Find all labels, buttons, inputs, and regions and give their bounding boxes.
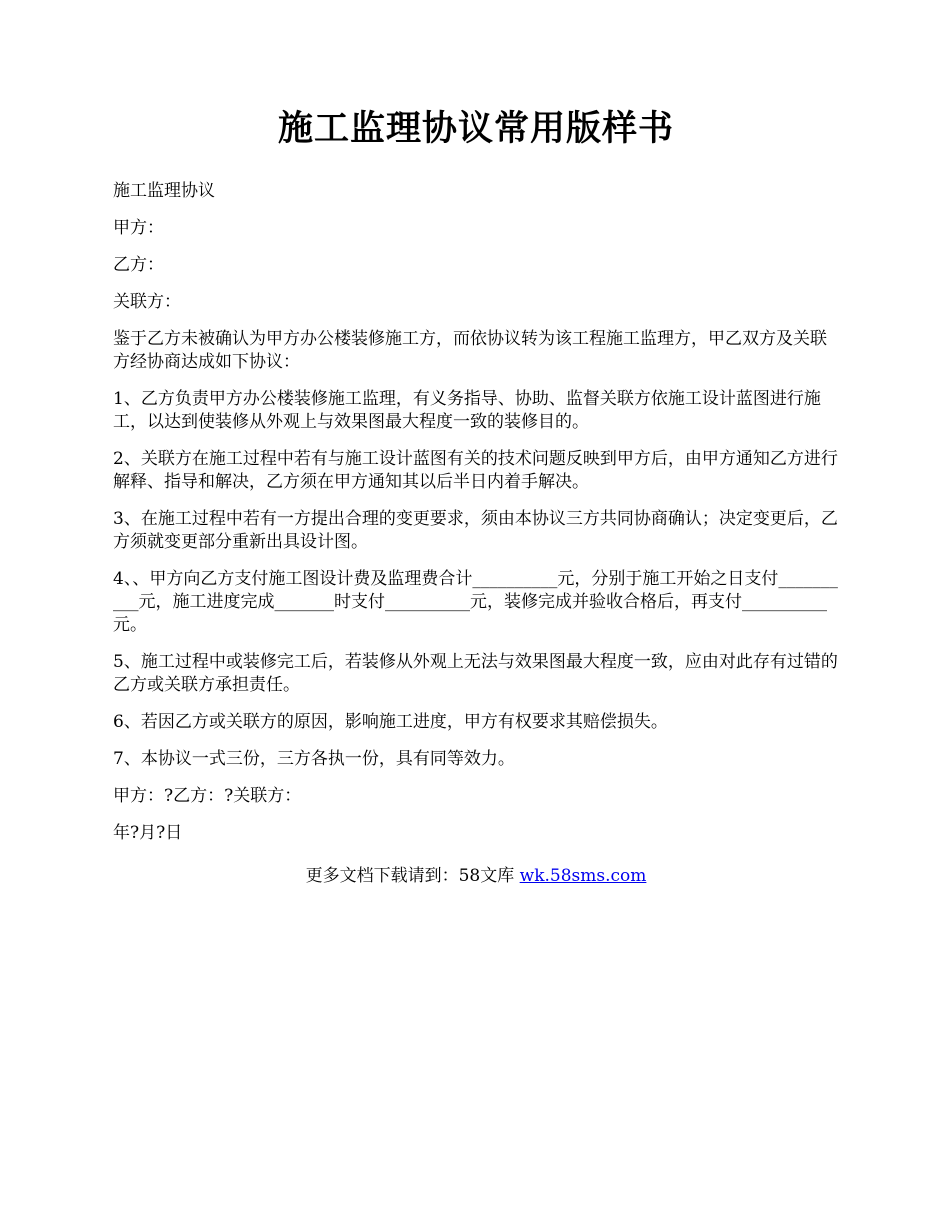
download-footer xyxy=(113,865,839,888)
clause-7: 7、本协议一式三份，三方各执一份，具有同等效力。 xyxy=(113,749,515,769)
party-b-line: 乙方： xyxy=(113,255,164,275)
signature-line: 甲方：?乙方：?关联方： xyxy=(113,786,302,806)
date-line: 年?月?日 xyxy=(113,823,183,843)
footer-text: 更多文档下载请到：58文库 xyxy=(305,866,520,886)
agreement-heading: 施工监理协议 xyxy=(113,181,215,201)
clause-5: 5、施工过程中或装修完工后，若装修从外观上无法与效果图最大程度一致，应由对此存有过错的乙方或关联方承担责任。 xyxy=(113,652,838,695)
clause-4: 4、、甲方向乙方支付施工图设计费及监理费合计__________元，分别于施工开始之日支付__________元，施工进度完成_______时支付__________元，装修完成并验收合格后，再支付__________元。 xyxy=(113,569,838,635)
party-a-line: 甲方： xyxy=(113,218,164,238)
clause-1: 1、乙方负责甲方办公楼装修施工监理，有义务指导、协助、监督关联方依施工设计蓝图进行施工，以达到使装修从外观上与效果图最大程度一致的装修目的。 xyxy=(113,389,821,432)
footer-link[interactable]: wk.58sms.com xyxy=(519,866,647,886)
clause-2: 2、关联方在施工过程中若有与施工设计蓝图有关的技术问题反映到甲方后，由甲方通知乙方进行解释、指导和解决，乙方须在甲方通知其以后半日内着手解决。 xyxy=(113,449,838,492)
clause-6: 6、若因乙方或关联方的原因，影响施工进度，甲方有权要求其赔偿损失。 xyxy=(113,712,668,732)
document-page xyxy=(113,100,839,888)
related-party-line: 关联方： xyxy=(113,292,181,312)
page-title: 施工监理协议常用版样书 xyxy=(277,108,674,149)
clause-3: 3、在施工过程中若有一方提出合理的变更要求，须由本协议三方共同协商确认；决定变更后，乙方须就变更部分重新出具设计图。 xyxy=(113,509,838,552)
preamble-paragraph: 鉴于乙方未被确认为甲方办公楼装修施工方，而依协议转为该工程施工监理方，甲乙双方及关联方经协商达成如下协议： xyxy=(113,329,827,372)
